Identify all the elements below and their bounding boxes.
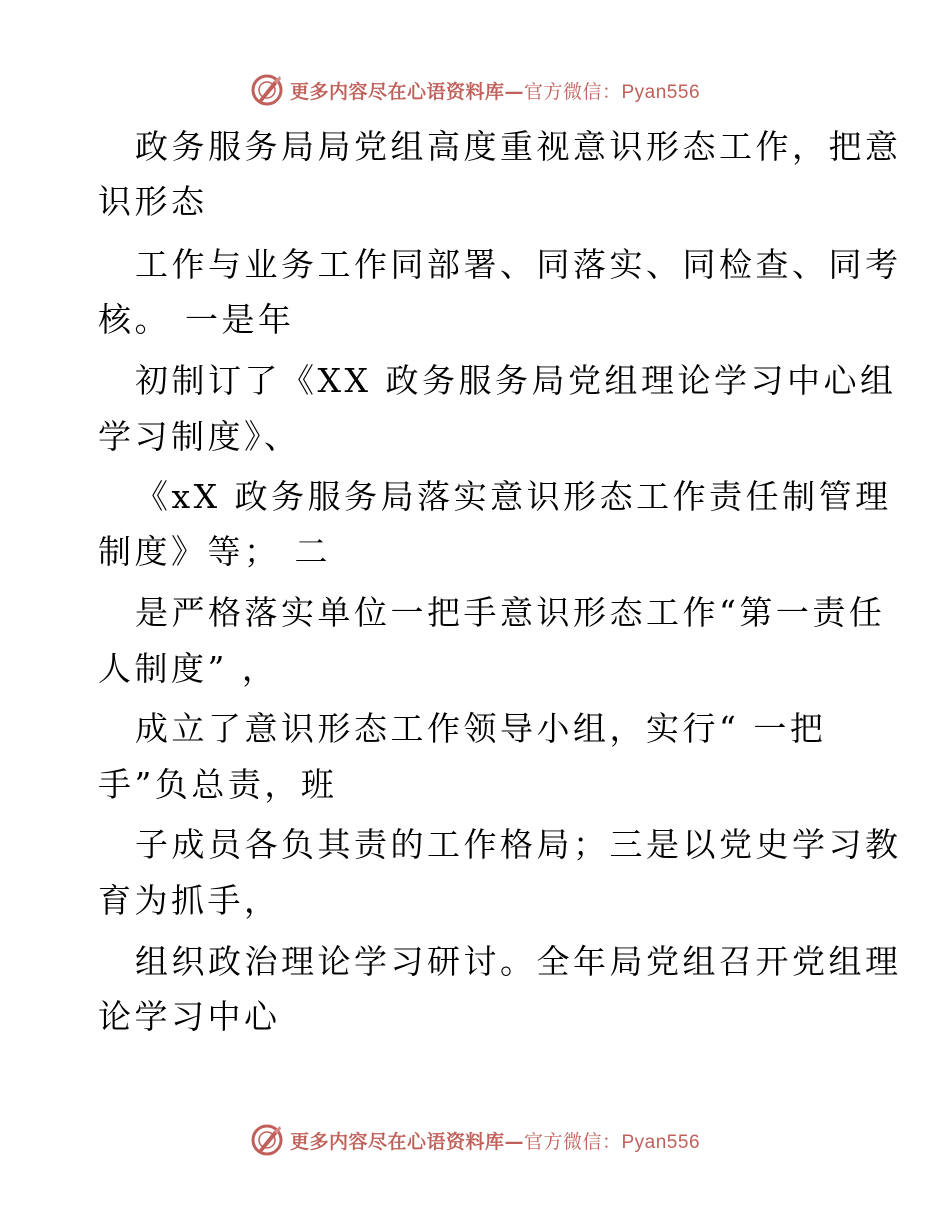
quill-seal-icon — [250, 1123, 284, 1157]
text-line: 学习制度》、 — [98, 417, 301, 456]
text-line: 子成员各负其责的工作格局；三是以党史学习教 — [135, 825, 902, 864]
text-line: 政务服务局局党组高度重视意识形态工作，把意 — [135, 127, 902, 166]
header-banner — [0, 70, 950, 110]
text-line: 制度》等； 二 — [98, 532, 331, 571]
text-line: 是严格落实单位一把手意识形态工作“第一责任 — [135, 593, 886, 632]
text-line: 《xX 政务服务局落实意识形态工作责任制管理 — [135, 477, 892, 516]
text-line: 核。 一是年 — [98, 300, 295, 339]
header-banner-text: 更多内容尽在心语资料库—官方微信：Pyan556 — [289, 80, 701, 103]
text-line: 论学习中心 — [98, 997, 281, 1036]
text-line: 人制度” ， — [98, 649, 279, 688]
text-line: 初制订了《XX 政务服务局党组理论学习中心组 — [135, 361, 897, 400]
quill-seal-icon — [250, 73, 284, 107]
text-line: 手”负总责，班 — [98, 765, 338, 804]
footer-banner — [0, 1120, 950, 1160]
text-line: 育为抓手， — [98, 881, 281, 920]
text-line: 工作与业务工作同部署、同落实、同检查、同考 — [135, 245, 902, 284]
text-line: 组织政治理论学习研讨。全年局党组召开党组理 — [135, 942, 902, 981]
text-line: 成立了意识形态工作领导小组，实行“ 一把 — [135, 709, 827, 748]
text-line: 识形态 — [98, 182, 208, 221]
footer-banner-text: 更多内容尽在心语资料库—官方微信：Pyan556 — [289, 1130, 701, 1153]
